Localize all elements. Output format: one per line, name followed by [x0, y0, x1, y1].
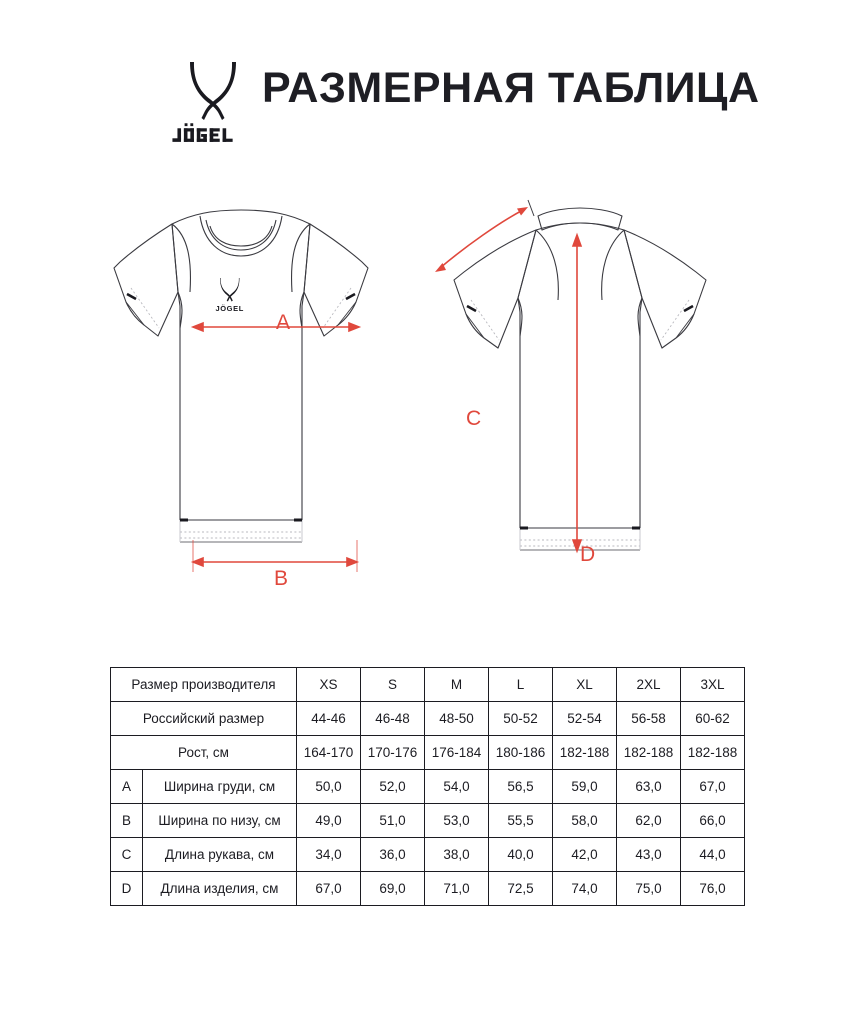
t-shirt-back-view	[418, 180, 758, 600]
table-row-height	[111, 736, 745, 770]
cell-size: 2XL	[617, 668, 681, 702]
cell-value: 67,0	[681, 770, 745, 804]
cell-value: 170-176	[361, 736, 425, 770]
cell-value: 42,0	[553, 838, 617, 872]
cell-size: XL	[553, 668, 617, 702]
cell-value: 62,0	[617, 804, 681, 838]
dimension-label-d: D	[580, 543, 596, 566]
row-letter: A	[111, 770, 143, 804]
cell-value: 72,5	[489, 872, 553, 906]
row-header-label: Российский размер	[111, 702, 297, 736]
brand-logo	[171, 60, 257, 148]
table-row-product-length	[111, 872, 745, 906]
cell-value: 176-184	[425, 736, 489, 770]
row-header-label: Рост, см	[111, 736, 297, 770]
cell-value: 58,0	[553, 804, 617, 838]
table-row-manufacturer-size	[111, 668, 745, 702]
chest-print-logo-icon	[215, 278, 243, 313]
row-label: Длина рукава, см	[143, 838, 297, 872]
row-letter: D	[111, 872, 143, 906]
cell-value: 46-48	[361, 702, 425, 736]
brand-wordmark	[171, 122, 257, 146]
cell-value: 63,0	[617, 770, 681, 804]
dimension-label-b: B	[274, 567, 289, 590]
cell-value: 56-58	[617, 702, 681, 736]
dimension-arrow-c-heads	[435, 200, 534, 272]
cell-value: 34,0	[297, 838, 361, 872]
cell-value: 67,0	[297, 872, 361, 906]
cell-value: 59,0	[553, 770, 617, 804]
row-label: Ширина по низу, см	[143, 804, 297, 838]
table-row-bottom-width	[111, 804, 745, 838]
cell-value: 44,0	[681, 838, 745, 872]
cell-value: 180-186	[489, 736, 553, 770]
cell-value: 71,0	[425, 872, 489, 906]
cell-size: S	[361, 668, 425, 702]
row-label: Ширина груди, см	[143, 770, 297, 804]
size-chart-table	[110, 667, 745, 906]
cell-value: 75,0	[617, 872, 681, 906]
cell-value: 50,0	[297, 770, 361, 804]
cell-value: 50-52	[489, 702, 553, 736]
dimension-arrow-d	[573, 235, 581, 551]
cell-value: 66,0	[681, 804, 745, 838]
cell-value: 74,0	[553, 872, 617, 906]
row-label: Длина изделия, см	[143, 872, 297, 906]
table-row-chest-width	[111, 770, 745, 804]
cell-value: 51,0	[361, 804, 425, 838]
cell-value: 38,0	[425, 838, 489, 872]
table-row-sleeve-length	[111, 838, 745, 872]
cell-value: 53,0	[425, 804, 489, 838]
garment-illustrations	[0, 180, 852, 620]
cell-value: 60-62	[681, 702, 745, 736]
cell-value: 182-188	[681, 736, 745, 770]
row-letter: B	[111, 804, 143, 838]
jogel-horns-logo-icon	[184, 60, 242, 122]
cell-value: 36,0	[361, 838, 425, 872]
cell-value: 55,5	[489, 804, 553, 838]
cell-size: M	[425, 668, 489, 702]
cell-value: 76,0	[681, 872, 745, 906]
svg-text:JÖGEL: JÖGEL	[215, 304, 244, 313]
cell-value: 54,0	[425, 770, 489, 804]
cell-value: 182-188	[617, 736, 681, 770]
cell-value: 52-54	[553, 702, 617, 736]
dimension-label-a: A	[276, 311, 291, 334]
cell-value: 52,0	[361, 770, 425, 804]
table-row-russian-size	[111, 702, 745, 736]
cell-size: XS	[297, 668, 361, 702]
cell-value: 48-50	[425, 702, 489, 736]
cell-value: 69,0	[361, 872, 425, 906]
cell-value: 56,5	[489, 770, 553, 804]
cell-value: 164-170	[297, 736, 361, 770]
t-shirt-front-view	[96, 180, 436, 600]
page-header	[0, 0, 852, 170]
cell-value: 182-188	[553, 736, 617, 770]
row-header-label: Размер производителя	[111, 668, 297, 702]
dimension-label-c: C	[466, 407, 482, 430]
cell-value: 40,0	[489, 838, 553, 872]
cell-size: 3XL	[681, 668, 745, 702]
cell-value: 44-46	[297, 702, 361, 736]
cell-value: 49,0	[297, 804, 361, 838]
row-letter: C	[111, 838, 143, 872]
cell-size: L	[489, 668, 553, 702]
cell-value: 43,0	[617, 838, 681, 872]
page-title: РАЗМЕРНАЯ ТАБЛИЦА	[262, 64, 760, 112]
